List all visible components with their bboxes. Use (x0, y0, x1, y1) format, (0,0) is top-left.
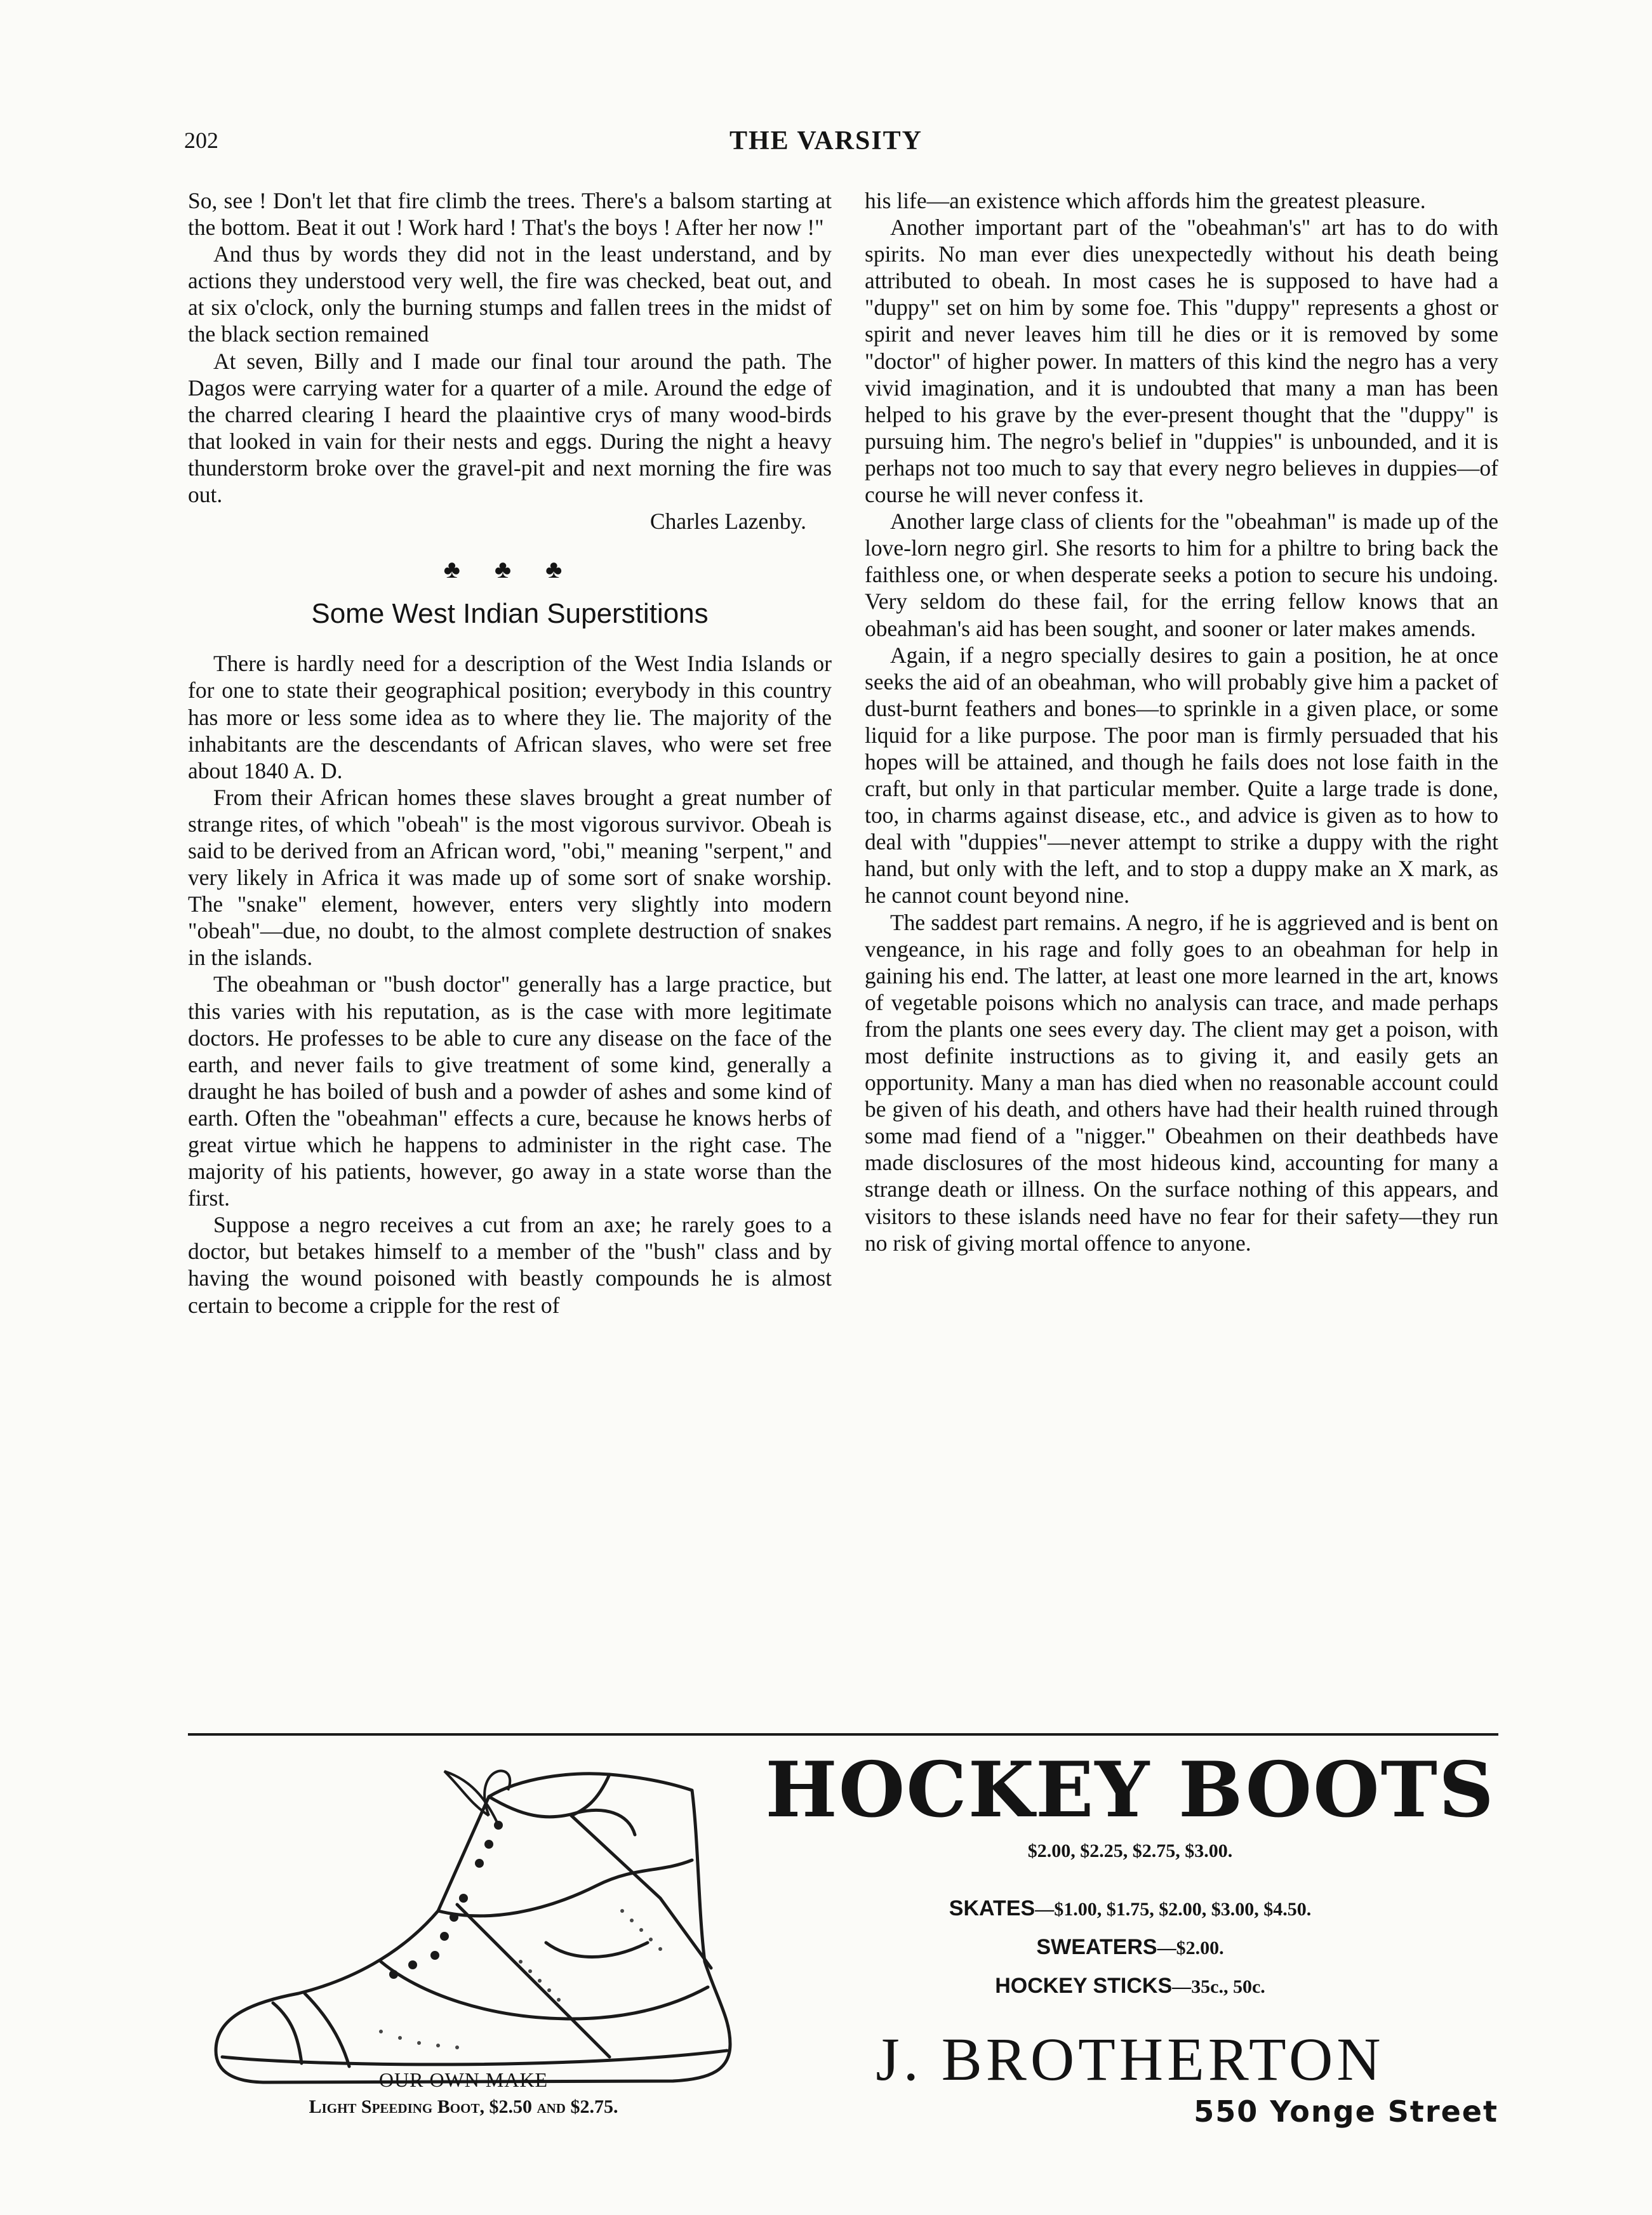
paragraph: his life—an existence which affords him the greatest pleasure. (865, 188, 1426, 213)
author-signature: Charles Lazenby. (649, 509, 806, 535)
ad-line-label: HOCKEY STICKS (995, 1974, 1173, 1998)
hockey-boot-icon (190, 1752, 762, 2108)
paragraph: Suppose a negro receives a cut from an axe; he rarely goes to a doctor, but betakes himself to a member of the "bush" class and by having the wound poisoned with beastly compounds he is almost certain to become a cripple for the rest of (188, 1212, 832, 1318)
ad-line-prices: —35c., 50c. (1172, 1976, 1265, 1997)
boot-caption-title: OUR OWN MAKE (378, 2068, 549, 2091)
left-column (188, 187, 832, 1319)
advertisement (762, 1745, 1498, 2129)
article-title: Some West Indian Superstitions (311, 598, 709, 630)
page-number: 202 (184, 128, 218, 153)
paragraph: Another large class of clients for the "obeahman" is made up of the love-lorn negro girl. She resorts to him for a philtre to bring back the faithless one, or when desperate seeks a potion to secure his undoing. Very seldom do these fail, for the erring fellow knows that an obeahman's aid has been sought, and sooner or later makes amends. (865, 509, 1498, 641)
paragraph: The saddest part remains. A negro, if he is aggrieved and is bent on vengeance, in his rage and folly goes to an obeahman for help in gaining his end. The latter, at least one more learned in the art, knows of vegetable poisons which no analysis can trace, and made perhaps from the plants one sees every day. The client may get a poison, with most definite instructions as to giving it, and easily gets an opportunity. Many a man has died when no reasonable account could be given of his death, and others have had their health ruined through some mad fiend of a "nigger." Obeahmen on their deathbeds have made disclosures of the most hideous kind, accounting for many a strange death or illness. On the surface nothing of this appears, and visitors to these islands need have no fear for their safety—they run no risk of giving mortal offence to anyone. (865, 909, 1498, 1256)
ad-headline: HOCKEY BOOTS (765, 1745, 1495, 1835)
paragraph: Again, if a negro specially desires to gain a position, he at once seeks the aid of an obeahman, who will probably give him a packet of dust-burnt feathers and bones—to sprinkle in a given place, or some liquid for a like purpose. The poor man is firmly persuaded that his hopes will be attained, and though he fails does not lose faith in the craft, but only in that particular member. Quite a large trade is done, too, in charms against disease, etc., and advice is given as to how to deal with "duppies"—never attempt to strike a duppy with the right hand, but only with the left, and to stop a duppy make an X mark, as he cannot count beyond nine. (865, 642, 1498, 908)
section-ornament: ♣ ♣ ♣ (443, 555, 576, 584)
paragraph: And thus by words they did not in the least understand, and by actions they understood very well, the fire was checked, beat out, and at six o'clock, only the burning stumps and fallen trees in the midst of the black section remained (188, 241, 832, 347)
ad-line-label: SWEATERS (1036, 1935, 1157, 1959)
paragraph: So, see ! Don't let that fire climb the trees. There's a balsom starting at the bottom. Beat it out ! Work hard ! That's the boys ! After her now !" (188, 188, 832, 241)
paragraph: At seven, Billy and I made our final tour around the path. The Dagos were carrying water for a quarter of a mile. Around the edge of the charred clearing I heard the plaaintive crys of many wood-birds that looked in vain for their nests and eggs. During the night a heavy thunderstorm broke over the gravel-pit and next morning the fire was out. (188, 348, 832, 508)
ad-line-prices: —$1.00, $1.75, $2.00, $3.00, $4.50. (1035, 1899, 1312, 1920)
ad-line-hockey-sticks (762, 1974, 1498, 1999)
merchant-address: 550 Yonge Street (1194, 2094, 1498, 2129)
ad-line-sweaters (762, 1935, 1498, 1960)
ad-line-skates (762, 1896, 1498, 1921)
ad-line-prices: —$2.00. (1157, 1938, 1224, 1959)
right-column (865, 187, 1498, 1256)
paragraph: The obeahman or "bush doctor" generally has a large practice, but this varies with his reputation, as is the case with more legitimate doctors. He professes to be able to cure any disease on the face of the earth, and never fails to give treatment of some kind, generally a draught he has boiled of bush and a powder of ashes and some kind of earth. Often the "obeahman" effects a cure, because he knows herbs of great virtue which he happens to administer in the right case. The majority of his patients, however, go away in a state worse than the first. (188, 971, 832, 1211)
paragraph: Another important part of the "obeahman's" art has to do with spirits. No man ever dies unexpectedly without his death being attributed to obeah. In most cases he is supposed to have had a "duppy" set on him by some foe. This "duppy" represents a ghost or spirit and never leaves him till he dies or it is removed by some "doctor" of higher power. In matters of this kind the negro has a very vivid imagination, and it is undoubted that many a man has been helped to his grave by the ever-present thought that the "duppy" is pursuing him. The negro's belief in "duppies" is unbounded, and it is perhaps not too much to say that every negro believes in duppies—of course he will never confess it. (865, 215, 1498, 508)
boot-caption-price: Light Speeding Boot, $2.50 and $2.75. (309, 2096, 618, 2117)
merchant-name: J. BROTHERTON (876, 2025, 1385, 2093)
running-head: THE VARSITY (729, 126, 923, 156)
boot-prices: $2.00, $2.25, $2.75, $3.00. (1027, 1840, 1233, 1861)
advertisement-divider (188, 1733, 1498, 1736)
ad-line-label: SKATES (949, 1896, 1036, 1920)
paragraph: There is hardly need for a description of the West India Islands or for one to state their geographical position; everybody in this country has more or less some idea as to where they lie. The majority of the inhabitants are the descendants of African slaves, who were set free about 1840 A. D. (188, 651, 832, 783)
paragraph: From their African homes these slaves brought a great number of strange rites, of which "obeah" is the most vigorous survivor. Obeah is said to be derived from an African word, "obi," meaning "serpent," and very likely in Africa it was made up of some sort of snake worship. The "snake" element, however, enters very slightly into modern "obeah"—due, no doubt, to the almost complete destruction of snakes in the islands. (188, 784, 832, 971)
